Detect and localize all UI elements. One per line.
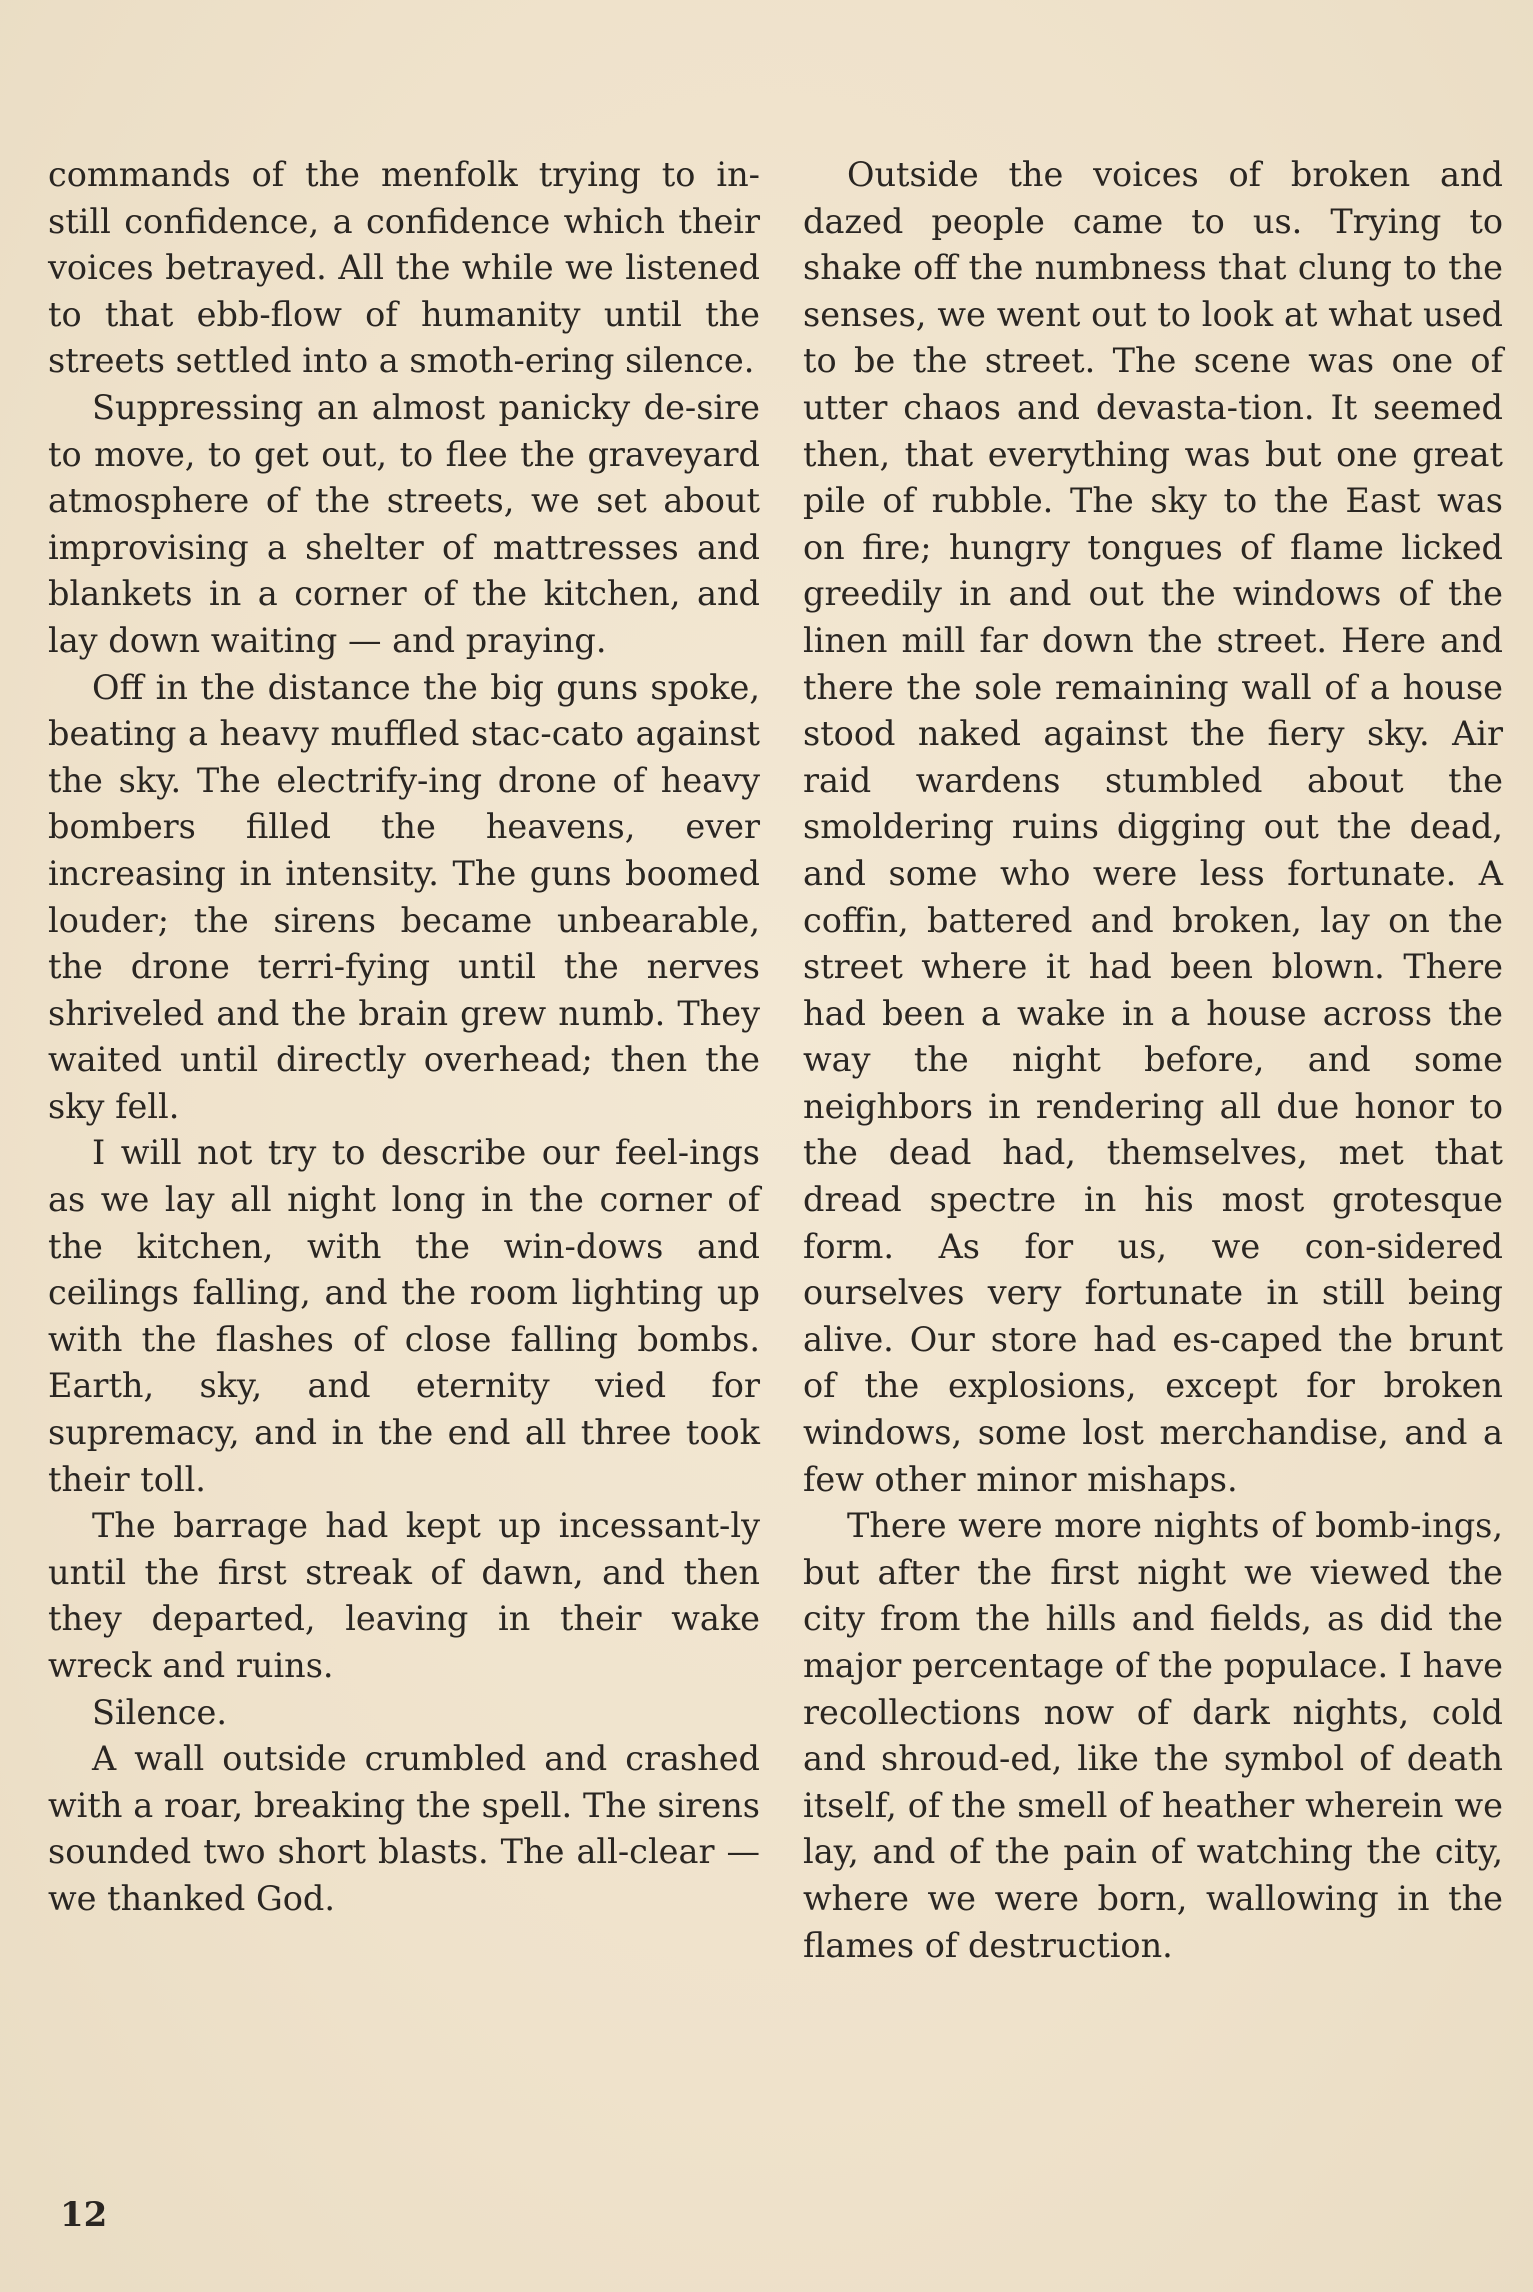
paragraph: Outside the voices of broken and dazed people came to us. Trying to shake off the numbness that clung to the senses, we went out to look at what used to be the street. The scene was one of utter chaos and devasta-tion. It seemed then, that everything was but one great pile of rubble. The sky to the East was on fire; hungry tongues of flame licked greedily in and out the windows of the linen mill far down the street. Here and there the sole remaining wall of a house stood naked against the fiery sky. Air raid wardens stumbled about the smoldering ruins digging out the dead, and some who were less fortunate. A coffin, battered and broken, lay on the street where it had been blown. There had been a wake in a house across the way the night before, and some neighbors in rendering all due honor to the dead had, themselves, met that dread spectre in his most grotesque form. As for us, we con-sidered ourselves very fortunate in still being alive. Our store had es-caped the brunt of the explosions, except for broken windows, some lost merchandise, and a few other minor mishaps. (803, 155, 1503, 1499)
paragraph: commands of the menfolk trying to in-still confidence, a confidence which their voices betrayed. All the while we listened to that ebb-flow of humanity until the streets settled into a smoth-ering silence. (48, 155, 760, 381)
paragraph: Off in the distance the big guns spoke, beating a heavy muffled stac-cato against the sky. The electrify-ing drone of heavy bombers filled the heavens, ever increasing in intensity. The guns boomed louder; the sirens became unbearable, the drone terri-fying until the nerves shriveled and the brain grew numb. They waited until directly overhead; then the sky fell. (48, 667, 760, 1126)
page-number: 12 (60, 2195, 108, 2235)
right-column (803, 152, 1503, 1969)
paragraph: The barrage had kept up incessant-ly until the first streak of dawn, and then they departed, leaving in their wake wreck and ruins. (48, 1506, 760, 1685)
paragraph: I will not try to describe our feel-ings as we lay all night long in the corner of the kitchen, with the win-dows and ceilings falling, and the room lighting up with the flashes of close falling bombs. Earth, sky, and eternity vied for supremacy, and in the end all three took their toll. (48, 1133, 760, 1499)
paragraph: Silence. (92, 1692, 228, 1732)
left-column (48, 152, 760, 1923)
paragraph: Suppressing an almost panicky de-sire to move, to get out, to flee the graveyard atmosphere of the streets, we set about improvising a shelter of mattresses and blankets in a corner of the kitchen, and lay down waiting — and praying. (48, 387, 760, 660)
paragraph: A wall outside crumbled and crashed with a roar, breaking the spell. The sirens sounded two short blasts. The all-clear — we thanked God. (48, 1739, 760, 1918)
paragraph: There were more nights of bomb-ings, but after the first night we viewed the city from the hills and fields, as did the major percentage of the populace. I have recollections now of dark nights, cold and shroud-ed, like the symbol of death itself, of the smell of heather wherein we lay, and of the pain of watching the city, where we were born, wallowing in the flames of destruction. (803, 1506, 1503, 1965)
